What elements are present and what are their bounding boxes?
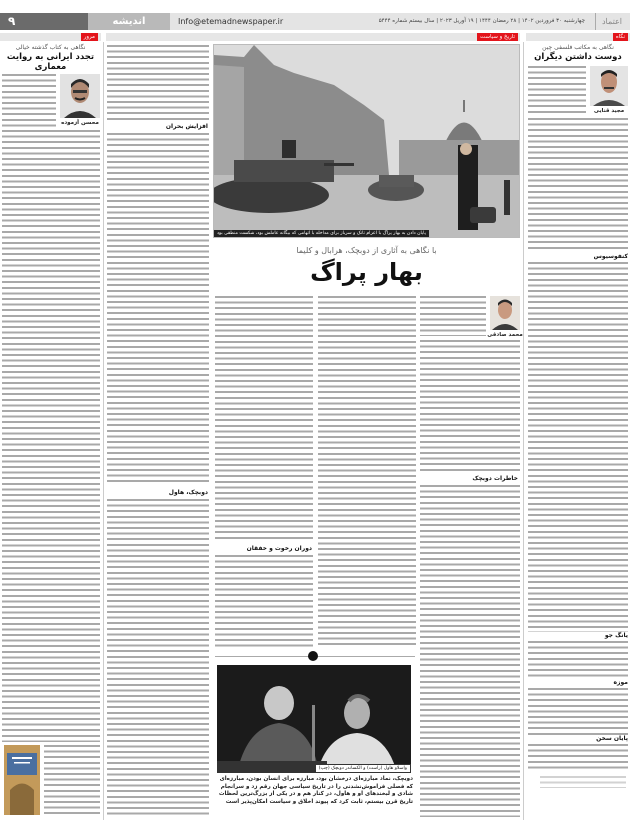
photo2-text: دوبچک، نماد مبارزه‌ای درخشان بود، مبارزه برای انسان بودن، مبارزه‌ای که فصلی فراموش‌نشدنی را در تاریخ سیاسی جهان رقم زد و سرانجام شادی و لبخندهای او و هاول، در کنار هم و در یکی از بزرگ‌ترین لحظات تاریخ قرن بیستم، ثابت کرد که پیوند اخلاق و سیاست امکان‌پذیر است <box>218 776 413 805</box>
article-text <box>528 688 628 735</box>
main-author: محمد صادقی <box>487 332 523 338</box>
article-text <box>528 66 586 116</box>
section-bar-center <box>106 33 520 41</box>
article-text <box>107 133 209 485</box>
subhead-yang-zhu: یانگ جو <box>602 632 628 639</box>
prague-tanks-photo <box>213 44 520 238</box>
emblem-icon <box>308 651 318 661</box>
issue-date: چهارشنبه ۳۰ فروردین ۱۴۰۲ | ۲۸ رمضان ۱۴۴۴ | ۱۹ آوریل ۲۰۲۳ | سال بیستم شماره ۵۴۴۴ <box>378 18 585 24</box>
tag-view: نگاه <box>613 33 628 41</box>
source-note <box>540 776 626 788</box>
main-kicker: با نگاهی به آثاری از دوبچک، هرابال و کلیما <box>296 246 437 255</box>
article-text <box>420 485 520 817</box>
section-title: اندیشه <box>88 13 170 30</box>
subhead-dubcek-memoirs: خاطرات دوبچک <box>469 475 518 482</box>
column-divider <box>103 42 104 820</box>
photo-caption: پایان دادن به بهار پراگ با اعزام تانک و سرباز برای مداخله با اتهامی که بیگانه عاملش بود، شکست منطقی بود <box>214 230 429 237</box>
email-link[interactable]: Info@etemadnewspaper.ir <box>178 17 284 26</box>
article-text <box>2 74 56 128</box>
author-photo <box>590 66 628 106</box>
right-headline: دوست داشتن دیگران <box>534 52 622 62</box>
article-text <box>420 296 486 336</box>
article-text <box>528 262 628 632</box>
main-headline: بهار پراگ <box>310 258 423 286</box>
tag-history-politics: تاریخ و سیاست <box>477 33 518 41</box>
left-author: محسن آزموده <box>61 120 99 126</box>
right-author: مجید قنایی <box>593 108 625 114</box>
article-text <box>107 499 209 817</box>
newspaper-logo: اعتماد <box>595 13 622 30</box>
dubcek-havel-photo <box>217 665 411 773</box>
article-text <box>528 744 628 772</box>
author-photo <box>60 74 100 118</box>
page-number: ۹ <box>0 13 88 30</box>
article-text <box>215 296 313 540</box>
subhead-mozi: موزه <box>611 679 628 686</box>
article-text <box>528 641 628 679</box>
column-divider <box>523 42 524 820</box>
subhead-crisis: افزایش بحران <box>163 123 208 130</box>
author-photo <box>490 296 520 330</box>
subhead-conclusion: پایان سخن <box>593 735 628 742</box>
subhead-dubcek-havel: دوبچک، هاول <box>166 489 208 496</box>
article-text <box>528 118 628 252</box>
tag-review: مرور <box>81 33 98 41</box>
article-text <box>2 130 100 742</box>
photo2-caption: واسلاو هاول (راست) و الکساندر دوبچک (چپ) <box>315 764 411 773</box>
article-text <box>215 555 313 648</box>
subhead-confucius: کنفوسیوس <box>591 253 628 260</box>
subhead-stagnation: دوران رخوت و خفقان <box>244 545 312 552</box>
article-text <box>318 296 416 648</box>
article-text <box>44 745 100 817</box>
left-kicker: نگاهی به کتاب گذشته خیالی <box>15 44 86 51</box>
right-kicker: نگاهی به مکاتب فلسفی چین <box>542 44 614 51</box>
article-text <box>107 45 209 120</box>
article-text <box>420 340 520 472</box>
left-headline: تجدد ایرانی به روایت معماری <box>6 52 95 72</box>
book-cover-image <box>4 745 40 815</box>
